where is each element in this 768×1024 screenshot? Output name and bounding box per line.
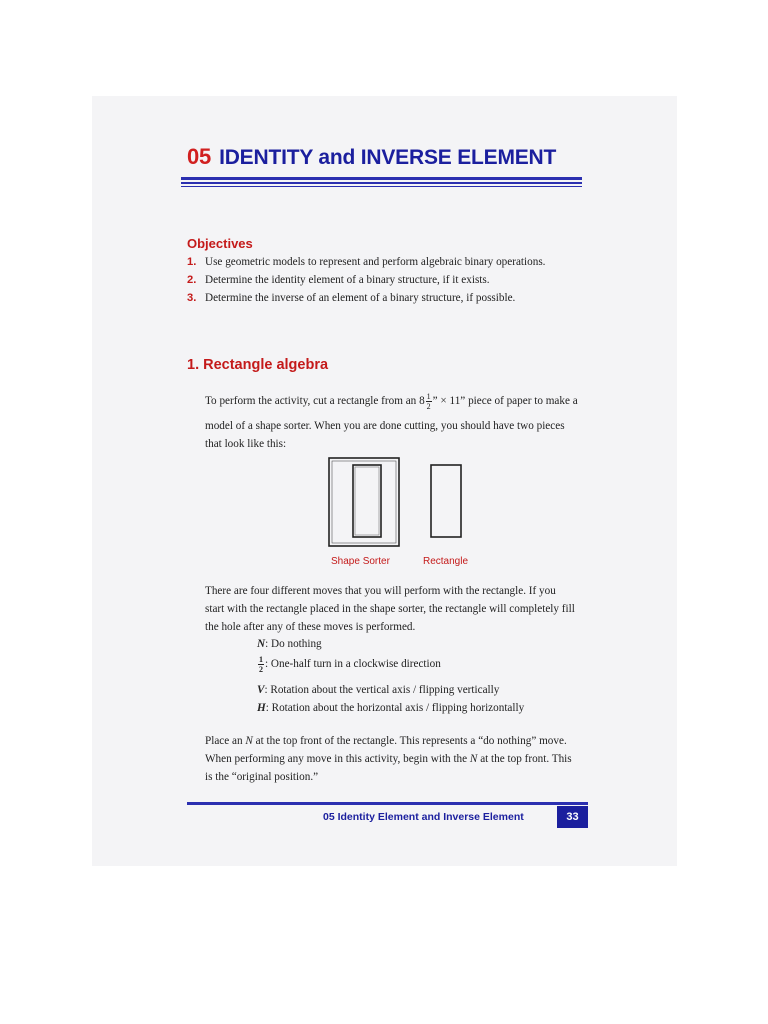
move-text: : Rotation about the vertical axis / flipping vertically xyxy=(264,684,500,696)
chapter-title xyxy=(187,144,556,170)
moves-intro-line: There are four different moves that you will perform with the rectangle. If you xyxy=(205,585,556,597)
move-item xyxy=(257,702,524,714)
footer-rule xyxy=(187,802,588,805)
objective-text: Determine the inverse of an element of a binary structure, if possible. xyxy=(205,292,516,304)
fraction-denominator: 2 xyxy=(426,402,431,411)
closing-line xyxy=(205,752,572,766)
section-heading: 1. Rectangle algebra xyxy=(187,357,329,373)
objective-number: 1. xyxy=(187,256,197,268)
fraction-numerator: 1 xyxy=(426,392,431,401)
move-symbol: H xyxy=(257,702,266,714)
shape-figure xyxy=(320,452,470,552)
intro-line xyxy=(205,392,578,411)
intro-text: ” × 11” piece of paper to make a xyxy=(432,395,578,408)
moves-intro-line: start with the rectangle placed in the shape sorter, the rectangle will completely fill xyxy=(205,603,575,615)
title-rule xyxy=(181,182,582,184)
intro-text: To perform the activity, cut a rectangle from an 8 xyxy=(205,395,425,408)
closing-text: at the top front of the rectangle. This represents a “do nothing” move. xyxy=(252,735,567,747)
title-rule xyxy=(181,177,582,180)
chapter-number: 05 xyxy=(187,144,212,169)
page-number: 33 xyxy=(557,806,588,828)
objective-number: 2. xyxy=(187,274,197,286)
move-text: : Do nothing xyxy=(265,638,322,650)
figure-caption-shape-sorter: Shape Sorter xyxy=(331,556,390,567)
objective-number: 3. xyxy=(187,292,197,304)
move-symbol: N xyxy=(257,638,266,650)
rectangle-piece xyxy=(431,465,461,537)
fraction xyxy=(426,392,432,411)
fraction-denominator: 2 xyxy=(259,665,263,674)
move-item xyxy=(257,638,322,650)
closing-symbol: N xyxy=(245,735,253,747)
shape-sorter xyxy=(329,458,399,546)
closing-line xyxy=(205,734,567,748)
move-item xyxy=(257,655,441,674)
moves-intro-line: the hole after any of these moves is performed. xyxy=(205,621,416,633)
title-rule xyxy=(181,186,582,187)
chapter-title-text: IDENTITY and INVERSE ELEMENT xyxy=(219,146,557,169)
closing-text: at the top front. This xyxy=(477,753,572,765)
objective-text: Determine the identity element of a binary structure, if it exists. xyxy=(205,274,490,286)
footer-title: 05 Identity Element and Inverse Element xyxy=(323,811,524,823)
intro-line: that look like this: xyxy=(205,438,287,450)
move-symbol-fraction xyxy=(258,655,264,674)
move-text: : One-half turn in a clockwise direction xyxy=(265,658,441,671)
objective-item xyxy=(187,274,490,286)
objectives-heading: Objectives xyxy=(187,236,253,251)
intro-line: model of a shape sorter. When you are done cutting, you should have two pieces xyxy=(205,420,565,432)
objective-text: Use geometric models to represent and perform algebraic binary operations. xyxy=(205,256,546,268)
objective-item xyxy=(187,292,515,304)
closing-text: Place an xyxy=(205,735,246,747)
move-text: : Rotation about the horizontal axis / flipping horizontally xyxy=(265,702,525,714)
closing-line: is the “original position.” xyxy=(205,771,319,783)
fraction-numerator: 1 xyxy=(259,655,263,664)
closing-symbol: N xyxy=(469,753,478,765)
closing-text: When performing any move in this activity, begin with the xyxy=(205,753,470,765)
move-item xyxy=(257,684,499,696)
objective-item xyxy=(187,256,545,268)
move-symbol: V xyxy=(257,684,265,696)
figure-caption-rectangle: Rectangle xyxy=(423,556,469,567)
